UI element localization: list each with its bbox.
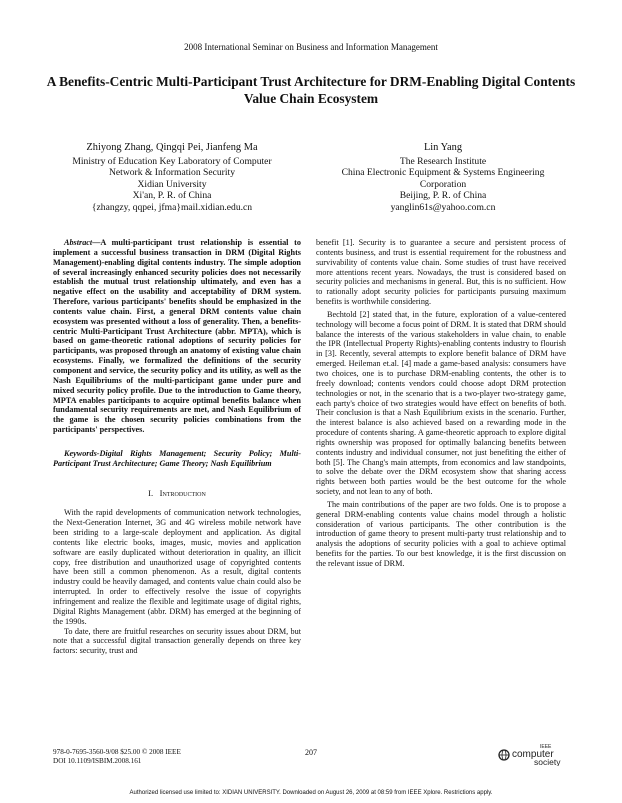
computer-society-logo-icon [496,742,572,766]
author-block-right [318,142,568,214]
ieee-computer-society-logo [496,742,572,766]
author-email: yanglin61s@yahoo.com.cn [390,201,496,213]
section-title: Introduction [159,487,206,498]
section-number: I. [148,487,154,498]
section-heading [53,489,301,499]
affiliation-line: The Research Institute [399,155,487,167]
conference-header: 2008 International Seminar on Business and Information Management [184,42,438,52]
affiliation-line: Corporation [419,178,467,190]
abstract-body: —A multi-participant trust relationship is essential to implement a successful business transaction in DRM (Digital Rights Management)-enabling digital contents industry. The simple adoption of several increasingly enhanced security policies does not necessarily establish the mutual trust relationship ultimately, and even has a negative effect on the usability and acceptability of DRM system. Therefore, various participants' benefits should be emphasized in the contents value chain. First, a general DRM contents value chain ecosystem was presented without a loss of generality. Then, a benefits-centric Multi-Participant Trust Architecture (abbr. MPTA), which is based on game-theoretic rational adoptions of security policies for participants, was proposed through an anatomy of existing value chain ecosystems. Finally, we formalized the definitions of the security component and service, the security policy and its utility, as well as the Nash Equilibriums of the multi-participant game under pure and mixed security policy profile. Due to the introduction to Game theory, MPTA enables participants to acquire optimal benefits balance when fundamental security requirements are met, and Nash Equilibrium of the game is the chosen security policies combinations from the participants' perspectives. [53,238,301,435]
keywords: Keywords-Digital Rights Management; Security Policy; Multi-Participant Trust Architecture; Game Theory; Nash Equilibrium [53,448,301,468]
affiliation-line: China Electronic Equipment & Systems Engineering [341,167,545,179]
body-paragraph: With the rapid developments of communication network technologies, the Next-Generation Internet, 3G and 4G wireless mobile network have been striding to a large-scale deployment and application. As digital contents like electric books, images, music, movies and application software are easily duplicated without deterioration in quality, an illicit copy, free distribution and unauthorized usage of copyrighted contents have been still a common phenomenon. As a result, digital contents industry could be heavily damaged, and contents value chain could also be interrupted. In order to effectively resolve the issue of copyrights infringement and realize the flexible and legitimate usage of digital rights, Digital Rights Management (abbr. DRM) has emerged at the beginning of the 1990s. [53,508,301,626]
author-names-right: Lin Yang [423,142,463,153]
page-number: 207 [305,748,317,757]
paper-title: A Benefits-Centric Multi-Participant Trust Architecture for DRM-Enabling Digital Contents Value Chain Ecosystem [46,74,576,106]
abstract [53,238,301,435]
logo-society-text: society [534,757,561,766]
body-paragraph: To date, there are fruitful researches on security issues about DRM, but note that a successful digital transaction generally depends on three key factors: security, trust and [53,626,301,656]
doi-line: DOI 10.1109/ISBIM.2008.161 [53,757,142,765]
affiliation-line: Network & Information Security [108,167,236,179]
author-names-left: Zhiyong Zhang, Qingqi Pei, Jianfeng Ma [86,142,258,153]
footer-copyright [53,748,181,766]
logo-computer-text: computer [512,749,554,760]
logo-ieee-text: IEEE [540,744,552,750]
left-column [53,238,301,656]
author-block-left [48,142,296,214]
isbn-line: 978-0-7695-3560-9/08 $25.00 © 2008 IEEE [53,748,181,756]
affiliation-line: Ministry of Education Key Laboratory of Computer [72,155,272,167]
body-paragraph: Bechtold [2] stated that, in the future, exploration of a value-centered technology will become a focus point of DRM. It is stated that DRM should balance the interests of the various stakeholders in value chain, to enable the IPR (Intellectual Property Rights)-enabling contents industry to flourish in [3]. Recently, several attempts to explore benefit balance of DRM have emerged. Heileman et.al. [4] made a game-based analysis: consumers have two choices, one is to purchase DRM-enabling contents, the other is to freely download; contents vendors could choose adopt DRM protection technologies or not, in the scenario that is a two-player two-strategy game, each party's choice of two strategies would have effect on benefits of both. Their conclusion is that a Nash Equilibrium exists in the scenario. Further, the interest balance is also achieved based on a rewarding mode in the procedure of contents sharing. A game-theoretic approach to explore digital rights ownership was proposed for optimally balancing benefits between contents industry and individual consumer, not just benefiting the either of both [5]. The Chang's main attempts, from economics and law standpoints, to solve the debate over the DRM ecosystem show that sharing access rights between both parties would be the best outcome for the whole society, and not lean to any of both. [316,309,566,497]
body-paragraph: The main contributions of the paper are two folds. One is to propose a general DRM-enabling contents value chains model through a holistic consideration of various participants. The other contribution is the introduction of game theory to present multi-party trust relationship and to analysis the adoptions of security policies with a goal to achieve optimal benefits for the parties. To our best knowledge, it is the first discussion on the relevant issue of DRM. [316,499,566,568]
abstract-lead: Abstract [64,238,93,247]
affiliation-line: Beijing, P. R. of China [399,190,487,202]
authorized-use-notice: Authorized licensed use limited to: XIDIAN UNIVERSITY. Downloaded on August 26, 2009 at 08:59 from IEEE Xplore. Restrictions apply. [129,790,493,796]
right-column [316,238,566,569]
author-email: {zhangzy, qqpei, jfma}mail.xidian.edu.cn [91,201,253,213]
affiliation-line: Xidian University [137,178,207,190]
affiliation-line: Xi'an, P. R. of China [132,190,212,202]
body-paragraph: benefit [1]. Security is to guarantee a secure and persistent process of contents business, and trust is essential requirement for the robustness and survivability of contents value chain. Some studies of trust have received more attentions recent years. Nowadays, the trust is considered based on security policies and mechanisms in general. But, this is no sufficient. How to rationally adopt security policies for participants pursuing maximum benefits is worthwhile considering. [316,238,566,307]
